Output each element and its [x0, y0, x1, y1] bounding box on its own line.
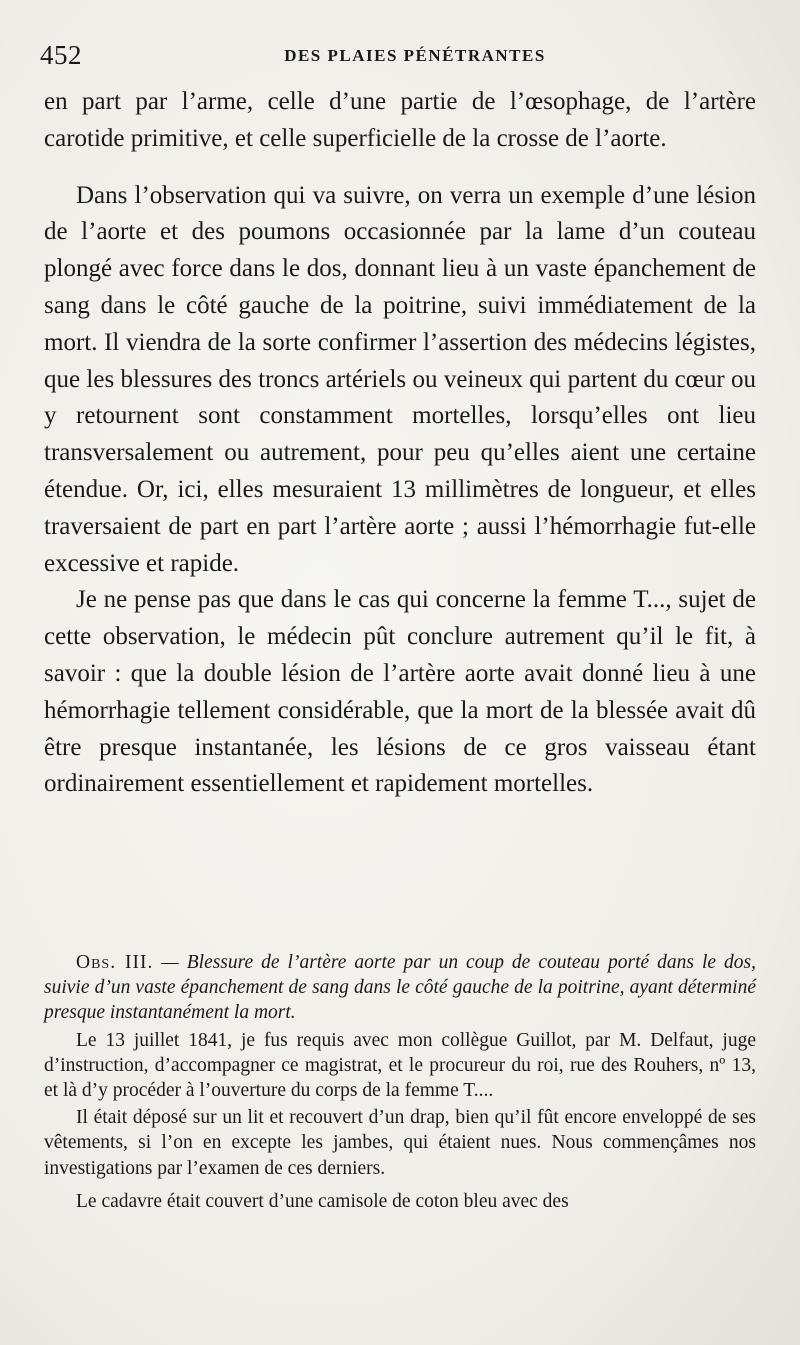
paragraph-observation-intro: Dans l’observation qui va suivre, on verra un exemple d’une lésion de l’aorte et des poumons occasionnée par la lame d’un couteau plongé avec force dans le dos, donnant lieu à un vaste épanchement de sang dans le côté gauche de la poitrine, suivi immédiatement de la mort. Il viendra de la sorte confirmer l’assertion des médecins légistes, que les blessures des troncs artériels ou veineux qui partent du cœur ou y retournent sont constamment mortelles, lorsqu’elles ont lieu transversalement ou autrement, pour peu qu’elles aient une certaine étendue. Or, ici, elles mesuraient 13 millimètres de longueur, et elles traversaient de part en part l’artère aorte ; aussi l’hémorrhagie fut-elle excessive et rapide.: [44, 181, 756, 577]
paragraph-discussion: Je ne pense pas que dans le cas qui concerne la femme T..., sujet de cette observation, le médecin pût conclure autrement qu’il le fit, à savoir : que la double lésion de l’artère aorte avait donné lieu à une hémorrhagie tellement considérable, que la mort de la blessée avait dû être presque instantanée, les lésions de ce gros vaisseau étant ordinairement essentiellement et rapidement mortelles.: [44, 586, 756, 798]
observation-paragraph: Le 13 juillet 1841, je fus requis avec mon collègue Guillot, par M. Delfaut, juge d’instruction, d’accompagner ce magistrat, et le procureur du roi, rue des Rouhers, nº 13, et là d’y procéder à l’ouverture du corps de la femme T....: [44, 1029, 756, 1102]
observation-paragraph: Le cadavre était couvert d’une camisole de coton bleu avec des: [76, 1190, 569, 1212]
paragraph-continuation: en part par l’arme, celle d’une partie de l’œsophage, de l’artère carotide primitive, et celle superficielle de la crosse de l’aorte.: [44, 88, 756, 152]
observation-section: [44, 950, 756, 1214]
observation-title: Blessure de l’artère aorte par un coup de couteau porté dans le dos, suivie d’un vaste épanchement de sang dans le côté gauche de la poitrine, ayant déterminé presque instantanément la mort.: [44, 952, 757, 1024]
main-text: [44, 84, 756, 803]
observation-heading: [44, 950, 756, 1026]
running-head: DES PLAIES PÉNÉTRANTES: [284, 46, 546, 65]
page-header: [40, 40, 760, 76]
observation-paragraph: Il était déposé sur un lit et recouvert d’un drap, bien qu’il fût encore enveloppé de ses vêtements, si l’on en excepte les jambes, qui étaient nues. Nous commençâmes nos investigations par l’examen de ces derniers.: [44, 1107, 756, 1179]
observation-label: Obs. III.: [76, 952, 154, 973]
page-number: 452: [40, 40, 82, 70]
observation-dash: —: [153, 952, 187, 973]
